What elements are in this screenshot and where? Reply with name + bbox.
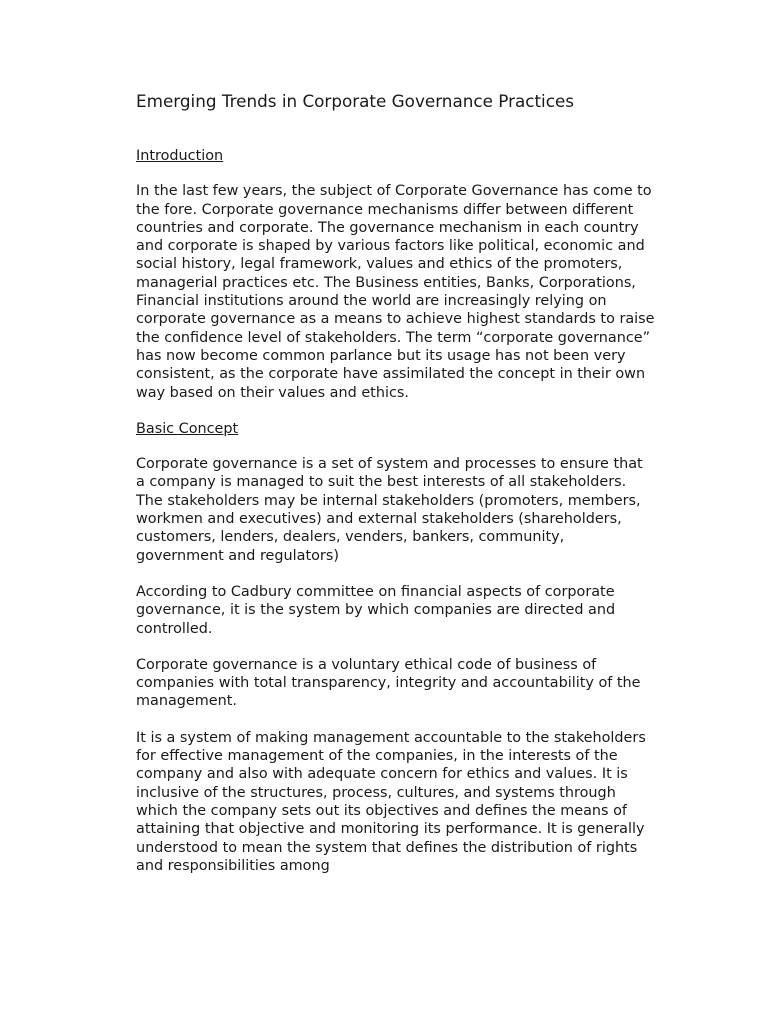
document-title: Emerging Trends in Corporate Governance Practices — [136, 91, 575, 111]
paragraph: In the last few years, the subject of Corporate Governance has come to the fore. Corporate governance mechanisms differ between different countries and corporate. The governance mechanism in each country and corporate is shaped by various factors like political, economic and social history, legal framework, values and ethics of the promoters, managerial practices etc. The Business entities, Banks, Corporations, Financial institutions around the world are increasingly relying on corporate governance as a means to achieve highest standards to raise the confidence level of stakeholders. The term “corporate governance” has now become common parlance but its usage has not been very consistent, as the corporate have assimilated the concept in their own way based on their values and ethics. — [136, 183, 655, 401]
section-introduction — [136, 147, 656, 402]
paragraph: It is a system of making management accountable to the stakeholders for effective management of the companies, in the interests of the company and also with adequate concern for ethics and values. It is inclusive of the structures, process, cultures, and systems through which the company sets out its objectives and defines the means of attaining that objective and monitoring its performance. It is generally understood to mean the system that defines the distribution of rights and responsibilities among — [136, 729, 646, 874]
section-heading: Basic Concept — [136, 420, 239, 437]
paragraph: Corporate governance is a voluntary ethical code of business of companies with total transparency, integrity and accountability of the management. — [136, 656, 641, 710]
paragraph: Corporate governance is a set of system and processes to ensure that a company is managed to suit the best interests of all stakeholders. The stakeholders may be internal stakeholders (promoters, members, workmen and executives) and external stakeholders (shareholders, customers, lenders, dealers, venders, bankers, community, government and regulators) — [136, 456, 643, 564]
section-heading: Introduction — [136, 148, 224, 164]
paragraph: According to Cadbury committee on financial aspects of corporate governance, it is the system by which companies are directed and controlled. — [136, 583, 616, 637]
document-page — [136, 90, 656, 893]
section-basic-concept — [136, 420, 656, 875]
